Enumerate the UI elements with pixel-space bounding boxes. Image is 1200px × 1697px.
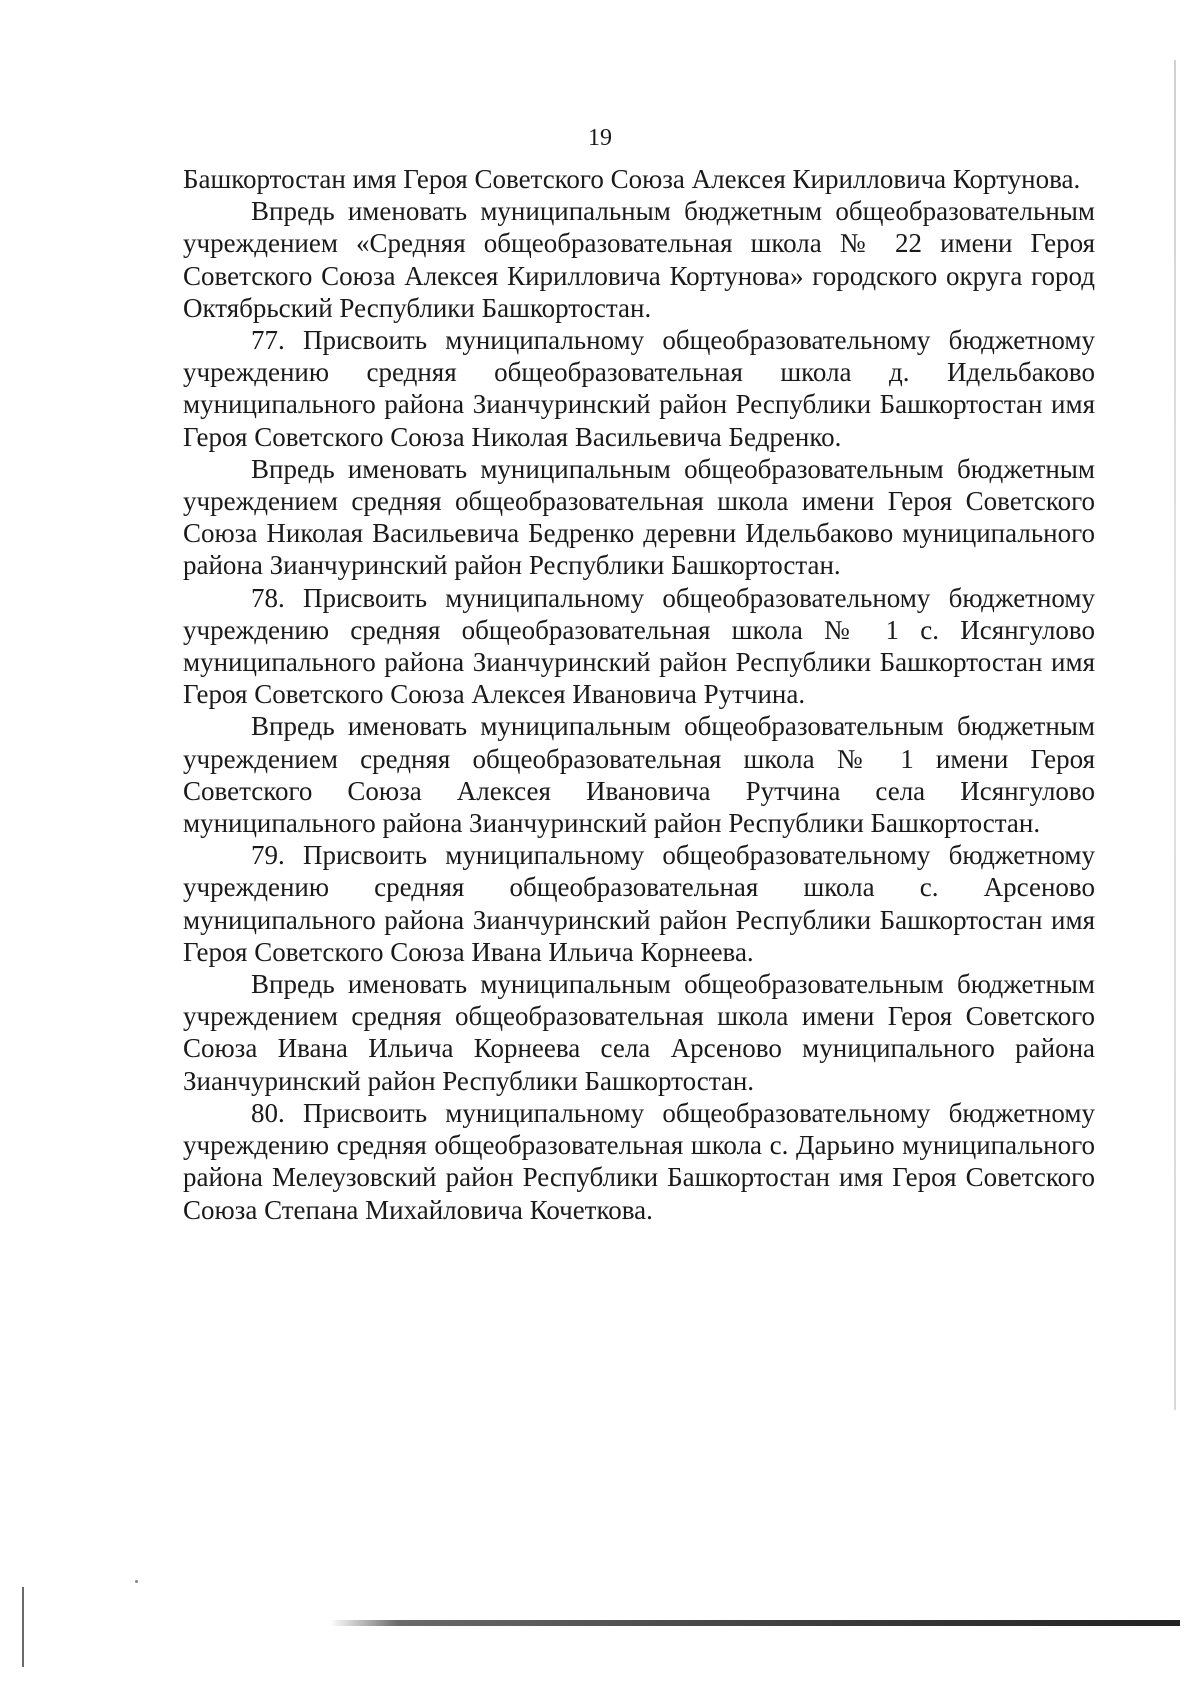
paragraph-item-80: 80. Присвоить муниципальному общеобразовательному бюджетному учреждению средняя общеобразовательная школа с. Дарьино муниципального района Мелеузовский район Республики Башкортостан имя Героя Советского Союза Степана Михайловича Кочеткова.	[183, 1097, 1095, 1225]
document-body	[183, 163, 1095, 1226]
paragraph-rename-bedrenko: Впредь именовать муниципальным общеобразовательным бюджетным учреждением средняя общеобразовательная школа имени Героя Советского Союза Николая Васильевича Бедренко деревни Идельбаково муниципального района Зианчуринский район Республики Башкортостан.	[183, 453, 1095, 581]
page-number: 19	[588, 125, 612, 151]
paragraph-item-78: 78. Присвоить муниципальному общеобразовательному бюджетному учреждению средняя общеобразовательная школа № 1 с. Исянгулово муниципального района Зианчуринский район Республики Башкортостан имя Героя Советского Союза Алексея Ивановича Рутчина.	[183, 582, 1095, 710]
paragraph-rename-kortunov: Впредь именовать муниципальным бюджетным общеобразовательным учреждением «Средняя общеобразовательная школа № 22 имени Героя Советского Союза Алексея Кирилловича Кортунова» городского округа город Октябрьский Республики Башкортостан.	[183, 196, 1095, 323]
paragraph-item-77: 77. Присвоить муниципальному общеобразовательному бюджетному учреждению средняя общеобразовательная школа д. Идельбаково муниципального района Зианчуринский район Республики Башкортостан имя Героя Советского Союза Николая Васильевича Бедренко.	[183, 325, 1095, 452]
scan-bottom-edge	[330, 1620, 1180, 1626]
paragraph-rename-rutchin: Впредь именовать муниципальным общеобразовательным бюджетным учреждением средняя общеобразовательная школа № 1 имени Героя Советского Союза Алексея Ивановича Рутчина села Исянгулово муниципального района Зианчуринский район Республики Башкортостан.	[183, 711, 1095, 839]
scan-speck	[135, 1580, 138, 1583]
paragraph-item-79: 79. Присвоить муниципальному общеобразовательному бюджетному учреждению средняя общеобразовательная школа с. Арсеново муниципального района Зианчуринский район Республики Башкортостан имя Героя Советского Союза Ивана Ильича Корнеева.	[183, 840, 1095, 967]
paragraph-rename-korneev: Впредь именовать муниципальным общеобразовательным бюджетным учреждением средняя общеобразовательная школа имени Героя Советского Союза Ивана Ильича Корнеева села Арсеново муниципального района Зианчуринский район Республики Башкортостан.	[183, 969, 1095, 1096]
scan-edge-left	[22, 1587, 24, 1667]
paragraph-continuation: Башкортостан имя Героя Советского Союза Алексея Кирилловича Кортунова.	[183, 164, 1081, 194]
scan-edge-right	[1174, 60, 1176, 1410]
